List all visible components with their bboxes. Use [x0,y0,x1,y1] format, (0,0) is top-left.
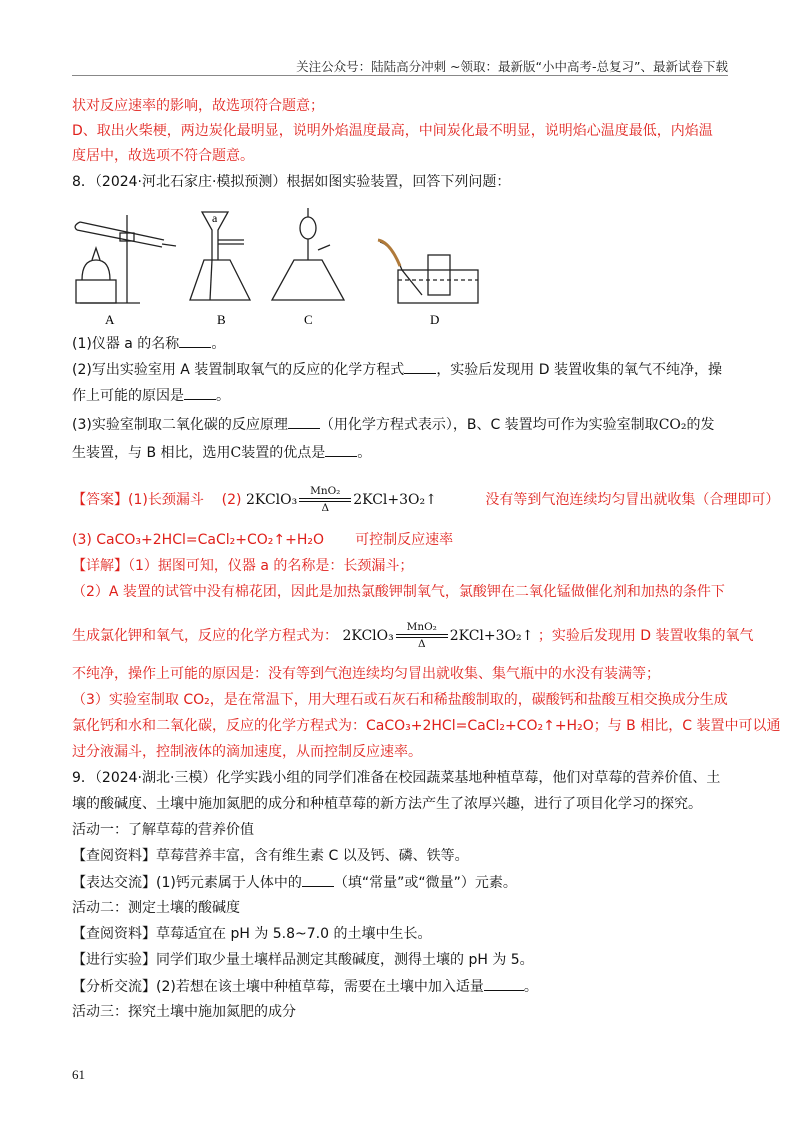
question-8-stem: 8．（2024·河北石家庄·模拟预测）根据如图实验装置，回答下列问题： [72,174,511,190]
equation: 2KClO₃ $\frac{\text{MnO₂}}{\Delta}$ 2KCl+3O₂↑ [342,621,534,650]
page-number: 61 [72,1067,85,1082]
text-line: D、取出火柴梗，两边炭化最明显，说明外焰温度最高，中间炭化最不明显，说明焰心温度最低，内焰温 [72,123,713,139]
q9-stem: 9．（2024·湖北·三模）化学实践小组的同学们准备在校园蔬菜基地种植草莓，他们对草莓的营养价值、土 [72,770,721,786]
apparatus-figure [72,200,482,330]
info-2: 【查阅资料】草莓适宜在 pH 为 5.8~7.0 的土壤中生长。 [72,926,432,942]
info-1: 【查阅资料】草莓营养丰富，含有维生素 C 以及钙、磷、铁等。 [72,848,469,864]
activity-1: 活动一：了解草莓的营养价值 [72,822,254,838]
detail-3: （3）实验室制取 CO₂，是在常温下，用大理石或石灰石和稀盐酸制取的，碳酸钙和盐酸互相交换成分生成 [72,692,728,708]
q8-part3: (3)实验室制取二氧化碳的反应原理 （用化学方程式表示），B、C 装置均可作为实验室制取CO₂的发 [72,414,715,435]
equation: 2KClO₃ $\frac{\text{MnO₂}}{\Delta}$ 2KCl+3O₂↑ [245,485,437,514]
q8-part2-cont: 作上可能的原因是 。 [72,385,230,406]
detail-3b: 氯化钙和水和二氧化碳，反应的化学方程式为：CaCO₃+2HCl=CaCl₂+CO₂↑+H₂O；与 B 相比，C 装置中可以通 [72,718,781,734]
answer-line: 【答案】(1)长颈漏斗 (2) 2KClO₃ $\frac{\text{MnO₂}}{\Delta}$ 2KCl+3O₂↑ 没有等到气泡连续均匀冒出就收集（合理即可） [72,485,780,514]
detail-2: （2）A 装置的试管中没有棉花团，因此是加热氯酸钾制氧气，氯酸钾在二氧化锰做催化剂和加热的条件下 [72,584,725,600]
header-rule [72,75,728,76]
label-A: A [105,312,115,327]
activity-3: 活动三：探究土壤中施加氮肥的成分 [72,1004,296,1020]
express-1: 【表达交流】(1)钙元素属于人体中的 （填“常量”或“微量”）元素。 [72,872,517,893]
experiment-2: 【进行实验】同学们取少量土壤样品测定其酸碱度，测得土壤的 pH 为 5。 [72,952,534,968]
detail-1: 【详解】（1）据图可知，仪器 a 的名称是：长颈漏斗； [72,558,414,574]
answer-line-3: (3) CaCO₃+2HCl=CaCl₂+CO₂↑+H₂O 可控制反应速率 [72,532,454,548]
label-B: B [217,312,226,327]
q8-part1: (1)仪器 a 的名称 。 [72,333,225,354]
text-line: 度居中，故选项不符合题意。 [72,148,254,164]
page-header: 关注公众号：陆陆高分冲刺 ~领取：最新版“小中高考-总复习”、最新试卷下载 [296,59,728,74]
detail-2-end: 不纯净，操作上可能的原因是：没有等到气泡连续均匀冒出就收集、集气瓶中的水没有装满等； [72,666,660,682]
analysis-2: 【分析交流】(2)若想在该土壤中种植草莓，需要在土壤中加入适量 。 [72,976,538,997]
text-line: 状对反应速率的影响，故选项符合题意； [72,98,324,114]
q8-part3-cont: 生装置，与 B 相比，选用C装置的优点是 。 [72,442,371,463]
label-D: D [430,312,440,327]
activity-2: 活动二：测定土壤的酸碱度 [72,900,240,916]
q9-stem-2: 壤的酸碱度、土壤中施加氮肥的成分和种植草莓的新方法产生了浓厚兴趣，进行了项目化学习的探究。 [72,796,702,812]
detail-3c: 过分液漏斗，控制液体的滴加速度，从而控制反应速率。 [72,744,422,760]
label-a: a [212,211,218,225]
detail-2-eq: 生成氯化钾和氧气，反应的化学方程式为： 2KClO₃ $\frac{\text{MnO₂}}{\Delta}$ 2KCl+3O₂↑ ；实验后发现用 D 装置收集的氧气 [72,621,754,650]
q8-part2: (2)写出实验室用 A 装置制取氧气的反应的化学方程式 ，实验后发现用 D 装置收集的氧气不纯净，操 [72,359,722,380]
label-C: C [304,312,313,327]
